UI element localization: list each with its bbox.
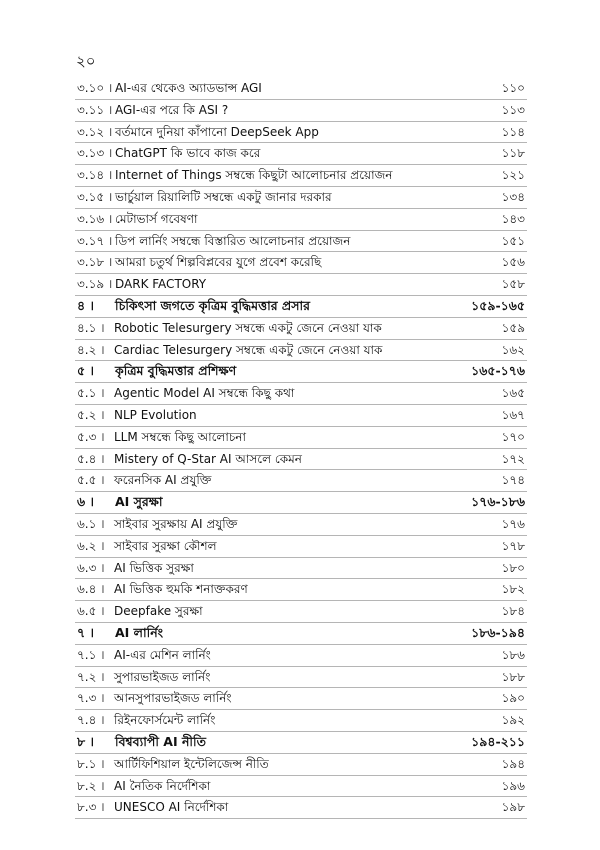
toc-entry-title: Cardiac Telesurgery সম্বন্ধে একটু জেনে নেওয়া যাক: [114, 342, 383, 357]
toc-entry-page: ১১৮: [501, 146, 525, 161]
toc-entry-page: ১৫১: [501, 233, 525, 248]
toc-entry-number: ৩.১১ ।: [77, 102, 113, 117]
toc-entry-page: ১৭৬-১৮৬: [471, 494, 525, 510]
toc-entry-page: ১৯২: [501, 713, 525, 728]
toc-entry-number: ৭.৪ ।: [77, 713, 105, 728]
toc-entry-title: সাইবার সুরক্ষা কৌশল: [114, 538, 217, 553]
toc-entry-page: ১৬৭: [501, 407, 525, 422]
toc-row: [75, 536, 527, 558]
toc-entry-page: ১৫৯: [501, 320, 525, 335]
toc-entry-number: ৭.৩ ।: [77, 691, 105, 706]
toc-entry-title: আমরা চতুর্থ শিল্পবিপ্লবের যুগে প্রবেশ করেছি: [115, 255, 322, 270]
toc-entry-number: ৮.১ ।: [77, 756, 105, 771]
toc-entry-number: ৩.১৯ ।: [77, 277, 113, 292]
toc-row: [75, 797, 527, 819]
toc-entry-title: Agentic Model AI সম্বন্ধে কিছু কথা: [114, 386, 295, 401]
toc-entry-number: ৪.১ ।: [77, 320, 105, 335]
toc-entry-title: রিইনফোর্সমেন্ট লার্নিং: [114, 713, 216, 728]
toc-entry-number: ৩.১২ ।: [77, 124, 113, 139]
toc-entry-title: AI-এর মেশিন লার্নিং: [114, 647, 211, 662]
toc-entry-number: ৩.১০ ।: [77, 81, 113, 95]
toc-entry-page: ১৭৮: [501, 538, 525, 553]
toc-entry-page: ১১৪: [501, 124, 525, 139]
toc-row: [75, 449, 527, 471]
toc-entry-title: AI ভিত্তিক সুরক্ষা: [114, 560, 194, 575]
toc-entry-title: মেটাভার্স গবেষণা: [115, 211, 198, 226]
toc-entry-number: ৩.১৭ ।: [77, 233, 113, 248]
toc-row: [75, 78, 527, 100]
toc-row: [75, 667, 527, 689]
toc-entry-page: ১৭০: [501, 429, 525, 444]
toc-entry-title: UNESCO AI নির্দেশিকা: [114, 800, 229, 815]
toc-entry-number: ৩.১৬ ।: [77, 211, 113, 226]
toc-entry-title: আর্টিফিশিয়াল ইন্টেলিজেন্স নীতি: [114, 756, 269, 771]
toc-entry-page: ১২১: [501, 168, 525, 183]
toc-row: [75, 122, 527, 144]
toc-entry-page: ১৯৮: [501, 800, 525, 815]
toc-row: [75, 187, 527, 209]
toc-entry-number: ৪ ।: [77, 297, 94, 313]
toc-entry-page: ১৮০: [501, 560, 525, 575]
toc-entry-title: AI-এর থেকেও অ্যাডভান্স AGI: [115, 81, 262, 95]
toc-entry-page: ১৯৪-২১১: [471, 733, 525, 749]
toc-entry-title: আনসুপারভাইজড লার্নিং: [114, 691, 232, 706]
toc-row: [75, 143, 527, 165]
toc-entry-number: ৩.১৫ ।: [77, 189, 113, 204]
toc-row: [75, 558, 527, 580]
toc-row: [75, 645, 527, 667]
toc-entry-number: ৮.২ ।: [77, 778, 105, 793]
toc-row: [75, 274, 527, 296]
toc-row: [75, 688, 527, 710]
toc-row: [75, 427, 527, 449]
toc-row: [75, 776, 527, 798]
toc-section-row: [75, 732, 527, 754]
toc-entry-title: Robotic Telesurgery সম্বন্ধে একটু জেনে নেওয়া যাক: [114, 320, 382, 335]
toc-entry-page: ১৪৩: [501, 211, 525, 226]
toc-entry-page: ১৮৮: [501, 669, 525, 684]
toc-entry-title: NLP Evolution: [114, 407, 197, 422]
toc-entry-page: ১৫৯-১৬৫: [471, 297, 525, 313]
toc-row: [75, 470, 527, 492]
toc-entry-title: AI নৈতিক নির্দেশিকা: [114, 778, 211, 793]
toc-entry-number: ৭.১ ।: [77, 647, 105, 662]
toc-entry-title: AGI-এর পরে কি ASI ?: [115, 102, 229, 117]
toc-entry-title: AI লার্নিং: [115, 624, 164, 640]
toc-entry-number: ৬.৫ ।: [77, 604, 105, 619]
toc-entry-title: ভার্চুয়াল রিয়ালিটি সম্বন্ধে একটু জানার দরকার: [115, 189, 332, 204]
toc-entry-page: ১৬৫-১৭৬: [471, 363, 525, 379]
toc-entry-number: ৩.১৩ ।: [77, 146, 113, 161]
toc-entry-number: ৫.৩ ।: [77, 429, 105, 444]
toc-entry-title: Internet of Things সম্বন্ধে কিছুটা আলোচনার প্রয়োজন: [115, 168, 393, 183]
toc-entry-title: সাইবার সুরক্ষায় AI প্রযুক্তি: [114, 516, 238, 531]
toc-entry-page: ১৮৬-১৯৪: [471, 624, 525, 640]
toc-entry-page: ১৭২: [501, 451, 525, 466]
toc-section-row: [75, 296, 527, 318]
toc-row: [75, 165, 527, 187]
toc-entry-page: ১৮৬: [501, 647, 525, 662]
toc-row: [75, 579, 527, 601]
table-of-contents: [75, 78, 527, 819]
toc-row: [75, 514, 527, 536]
toc-row: [75, 405, 527, 427]
toc-entry-page: ১৮২: [501, 582, 525, 597]
toc-entry-number: ৫.১ ।: [77, 386, 105, 401]
toc-entry-page: ১৮৪: [501, 604, 525, 619]
toc-entry-number: ৩.১৪ ।: [77, 168, 113, 183]
toc-entry-number: ৬.৪ ।: [77, 582, 105, 597]
toc-section-row: [75, 361, 527, 383]
toc-entry-page: ১৫৮: [501, 277, 525, 292]
toc-entry-number: ৮ ।: [77, 733, 94, 749]
toc-entry-page: ১৯৬: [501, 778, 525, 793]
toc-row: [75, 710, 527, 732]
toc-entry-number: ৮.৩ ।: [77, 800, 105, 815]
toc-entry-page: ১৬২: [501, 342, 525, 357]
toc-row: [75, 318, 527, 340]
toc-entry-number: ৬.১ ।: [77, 516, 105, 531]
toc-row: [75, 383, 527, 405]
toc-entry-page: ১৭৬: [501, 516, 525, 531]
toc-row: [75, 601, 527, 623]
toc-entry-title: বর্তমানে দুনিয়া কাঁপানো DeepSeek App: [115, 124, 319, 139]
toc-row: [75, 231, 527, 253]
toc-entry-title: AI সুরক্ষা: [115, 494, 163, 510]
toc-entry-number: ৭.২ ।: [77, 669, 105, 684]
toc-entry-title: ChatGPT কি ভাবে কাজ করে: [115, 146, 261, 161]
toc-entry-title: ডিপ লার্নিং সম্বন্ধে বিস্তারিত আলোচনার প্রয়োজন: [115, 233, 351, 248]
toc-entry-number: ৫ ।: [77, 363, 94, 379]
toc-entry-page: ১৩৪: [501, 189, 525, 204]
toc-entry-page: ১৯০: [501, 691, 525, 706]
toc-entry-title: Mistery of Q-Star AI আসলে কেমন: [114, 451, 302, 466]
toc-entry-number: ৫.৫ ।: [77, 473, 105, 488]
toc-entry-title: সুপারভাইজড লার্নিং: [114, 669, 211, 684]
toc-entry-page: ১৬৫: [501, 386, 525, 401]
toc-entry-number: ৫.২ ।: [77, 407, 105, 422]
toc-section-row: [75, 492, 527, 514]
toc-entry-page: ১১৩: [501, 102, 525, 117]
toc-row: [75, 209, 527, 231]
toc-entry-page: ১৫৬: [501, 255, 525, 270]
toc-entry-page: ১৭৪: [501, 473, 525, 488]
toc-row: [75, 340, 527, 362]
toc-entry-number: ৭ ।: [77, 624, 94, 640]
toc-row: [75, 100, 527, 122]
toc-entry-number: ৩.১৮ ।: [77, 255, 113, 270]
toc-entry-number: ৬.৩ ।: [77, 560, 105, 575]
page-number: ২০: [76, 52, 96, 70]
toc-section-row: [75, 623, 527, 645]
toc-entry-title: চিকিৎসা জগতে কৃত্রিম বুদ্ধিমত্তার প্রসার: [115, 297, 311, 313]
toc-entry-page: ১৯৪: [501, 756, 525, 771]
toc-entry-title: DARK FACTORY: [115, 277, 207, 292]
toc-row: [75, 754, 527, 776]
toc-entry-title: কৃত্রিম বুদ্ধিমত্তার প্রশিক্ষণ: [115, 363, 237, 379]
toc-entry-title: LLM সম্বন্ধে কিছু আলোচনা: [114, 429, 246, 444]
toc-entry-number: ৬.২ ।: [77, 538, 105, 553]
toc-entry-number: ৬ ।: [77, 494, 94, 510]
toc-entry-title: ফরেনসিক AI প্রযুক্তি: [114, 473, 212, 488]
toc-entry-page: ১১০: [501, 81, 525, 95]
toc-entry-number: ৫.৪ ।: [77, 451, 105, 466]
toc-row: [75, 252, 527, 274]
toc-entry-title: AI ভিত্তিক হুমকি শনাক্তকরণ: [114, 582, 248, 597]
toc-entry-number: ৪.২ ।: [77, 342, 105, 357]
toc-entry-title: Deepfake সুরক্ষা: [114, 604, 203, 619]
toc-entry-title: বিশ্বব্যাপী AI নীতি: [115, 733, 206, 749]
